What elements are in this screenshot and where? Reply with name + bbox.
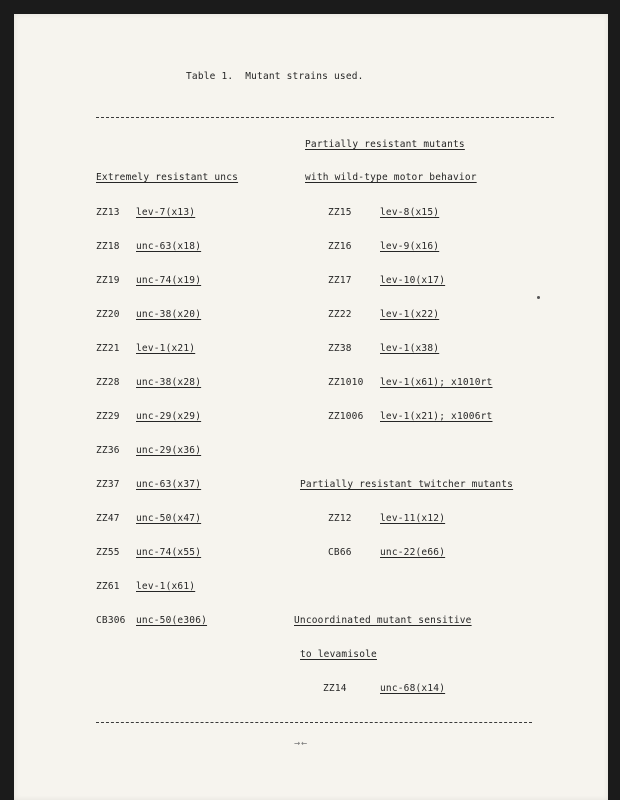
- allele-name: unc-68(x14): [380, 683, 446, 694]
- allele-name: lev-9(x16): [380, 241, 440, 252]
- allele-name: lev-11(x12): [380, 513, 446, 524]
- strain-id: ZZ47: [96, 513, 120, 524]
- allele-name: unc-63(x37): [136, 479, 202, 490]
- allele-name: unc-50(e306): [136, 615, 208, 626]
- allele-name: lev-1(x21): [136, 343, 196, 354]
- allele-name: unc-38(x20): [136, 309, 202, 320]
- allele-name: lev-1(x38): [380, 343, 440, 354]
- strain-id: ZZ15: [328, 207, 352, 218]
- top-rule: [96, 117, 554, 118]
- bottom-rule: [96, 722, 532, 723]
- strain-id: ZZ12: [328, 513, 352, 524]
- strain-id: ZZ17: [328, 275, 352, 286]
- allele-name: unc-50(x47): [136, 513, 202, 524]
- strain-id: CB306: [96, 615, 126, 626]
- strain-id: ZZ21: [96, 343, 120, 354]
- strain-id: ZZ13: [96, 207, 120, 218]
- allele-name: lev-1(x21); x1006rt: [380, 411, 493, 422]
- strain-id: ZZ18: [96, 241, 120, 252]
- strain-id: CB66: [328, 547, 352, 558]
- strain-id: ZZ36: [96, 445, 120, 456]
- handwritten-mark: →←: [294, 738, 309, 749]
- allele-name: unc-63(x18): [136, 241, 202, 252]
- section-heading-twitcher: Partially resistant twitcher mutants: [300, 479, 514, 490]
- allele-name: unc-29(x36): [136, 445, 202, 456]
- strain-id: ZZ38: [328, 343, 352, 354]
- strain-id: ZZ37: [96, 479, 120, 490]
- allele-name: unc-38(x28): [136, 377, 202, 388]
- document-page: [14, 14, 608, 800]
- section-heading-extreme: Extremely resistant uncs: [96, 172, 239, 183]
- strain-id: ZZ61: [96, 581, 120, 592]
- allele-name: unc-74(x19): [136, 275, 202, 286]
- section-heading-partial-line1: Partially resistant mutants: [305, 139, 465, 150]
- strain-id: ZZ22: [328, 309, 352, 320]
- allele-name: lev-1(x22): [380, 309, 440, 320]
- strain-id: ZZ1010: [328, 377, 364, 388]
- table-title: Table 1. Mutant strains used.: [186, 71, 364, 82]
- section-heading-uncoordinated-line2: to levamisole: [300, 649, 377, 660]
- section-heading-uncoordinated-line1: Uncoordinated mutant sensitive: [294, 615, 472, 626]
- strain-id: ZZ29: [96, 411, 120, 422]
- allele-name: lev-7(x13): [136, 207, 196, 218]
- section-heading-partial-line2: with wild-type motor behavior: [305, 172, 477, 183]
- strain-id: ZZ20: [96, 309, 120, 320]
- allele-name: unc-29(x29): [136, 411, 202, 422]
- allele-name: lev-1(x61): [136, 581, 196, 592]
- strain-id: ZZ14: [323, 683, 347, 694]
- strain-id: ZZ1006: [328, 411, 364, 422]
- allele-name: lev-1(x61); x1010rt: [380, 377, 493, 388]
- strain-id: ZZ28: [96, 377, 120, 388]
- allele-name: lev-10(x17): [380, 275, 446, 286]
- allele-name: unc-74(x55): [136, 547, 202, 558]
- allele-name: unc-22(e66): [380, 547, 446, 558]
- allele-name: lev-8(x15): [380, 207, 440, 218]
- paper-speck: [537, 296, 540, 299]
- strain-id: ZZ55: [96, 547, 120, 558]
- strain-id: ZZ19: [96, 275, 120, 286]
- strain-id: ZZ16: [328, 241, 352, 252]
